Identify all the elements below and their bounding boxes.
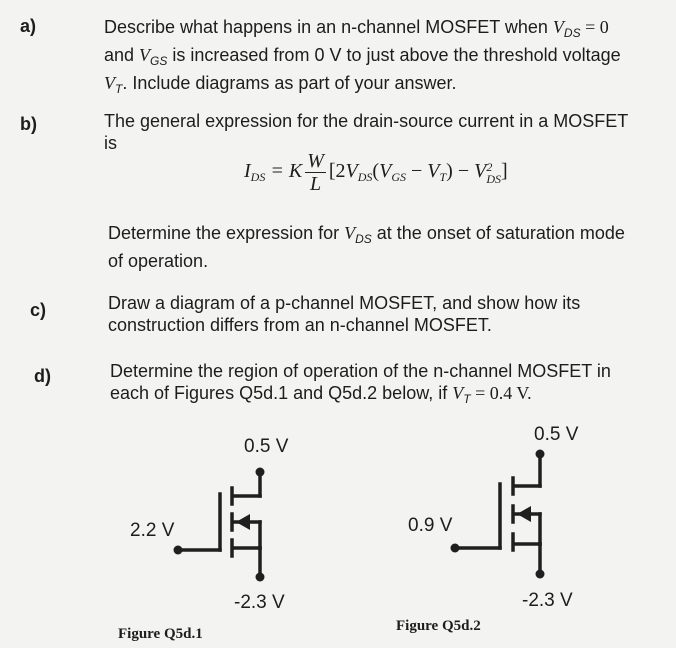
fig2-source-voltage: -2.3 V: [522, 590, 573, 611]
question-d-line1: Determine the region of operation of the n-channel MOSFET in: [110, 361, 611, 381]
question-a-line2: and $V_{GS}$ is increased from 0 V to just above the threshold voltage: [104, 45, 621, 68]
fig1-source-voltage: -2.3 V: [234, 592, 285, 613]
question-b-line2: is: [104, 133, 117, 153]
question-c-line1: Draw a diagram of a p-channel MOSFET, and show how its: [108, 293, 581, 313]
drain-current-equation: $I_{DS} = K$ $\frac{W}{L}$ [$2V_{DS}(V_{GS} - V_T) - V$ 2 DS ]: [244, 150, 508, 195]
question-a-line3: $V_T$. Include diagrams as part of your answer.: [104, 73, 457, 96]
body-arrow-icon: [517, 506, 531, 522]
question-a-line1: Describe what happens in an n-channel MOSFET when $V_{DS} = 0$: [104, 17, 609, 40]
question-a-label: a): [20, 16, 37, 36]
fig1-gate-voltage: 2.2 V: [130, 520, 175, 541]
figure-q5d2-caption: Figure Q5d.2: [396, 618, 481, 634]
question-b-line3: Determine the expression for $V_{DS}$ at the onset of saturation mode: [108, 223, 625, 246]
source-terminal-dot: [256, 573, 265, 582]
source-terminal-dot: [536, 570, 545, 579]
w-over-l-fraction: $\frac{W}{L}$: [307, 150, 324, 195]
body-arrow-icon: [236, 514, 250, 530]
question-d-line2: each of Figures Q5d.1 and Q5d.2 below, if $V_T = 0.4$ V.: [110, 383, 532, 406]
figure-q5d1-caption: Figure Q5d.1: [118, 626, 203, 642]
fig1-drain-voltage: 0.5 V: [244, 436, 289, 457]
question-c-line2: construction differs from an n-channel MOSFET.: [108, 315, 492, 335]
question-b-line4: of operation.: [108, 251, 209, 271]
question-d-label: d): [34, 366, 51, 386]
gate-terminal-dot: [174, 546, 183, 555]
question-c-label: c): [30, 300, 47, 320]
figure-q5d2-mosfet-symbol: [451, 450, 545, 579]
fig2-gate-voltage: 0.9 V: [408, 515, 453, 536]
question-b-line1: The general expression for the drain-source current in a MOSFET: [104, 111, 629, 131]
question-b-label: b): [20, 114, 37, 134]
fig2-drain-voltage: 0.5 V: [534, 424, 579, 445]
figure-q5d1-mosfet-symbol: [174, 468, 265, 582]
gate-terminal-dot: [451, 544, 460, 553]
